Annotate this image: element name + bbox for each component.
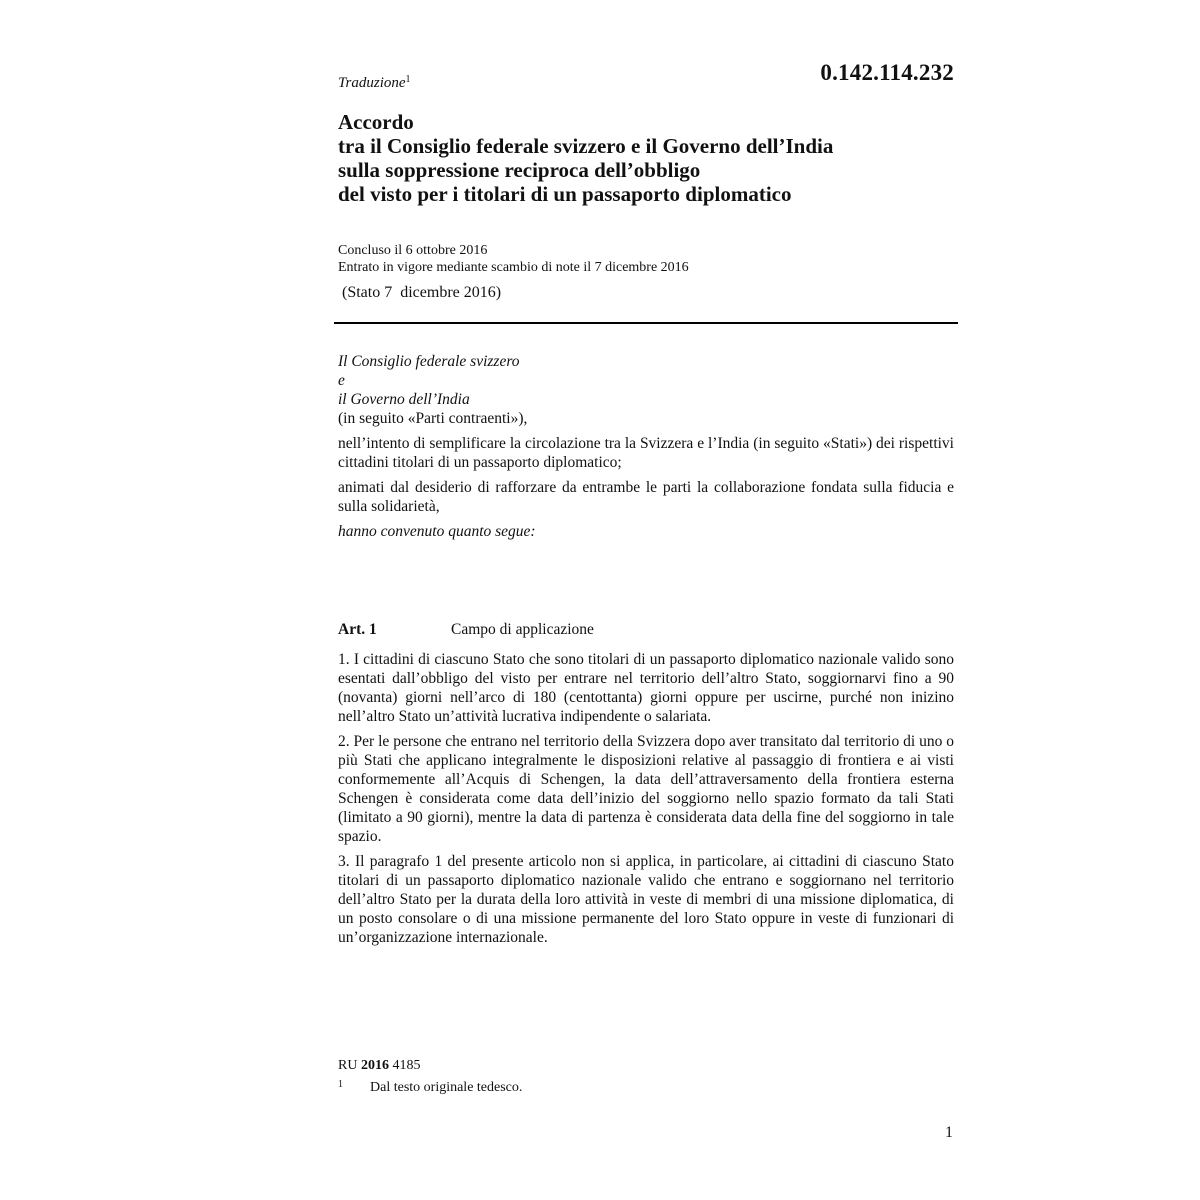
footnote-mark: 1 xyxy=(338,1079,343,1090)
party-conjunction: e xyxy=(338,372,345,389)
footnote-reference[interactable]: 1 xyxy=(405,74,411,85)
title-line: del visto per i titolari di un passaporto diplomatico xyxy=(338,182,792,206)
preamble-agreed: hanno convenuto quanto segue: xyxy=(338,523,536,540)
article-title: Campo di applicazione xyxy=(451,621,594,638)
ru-year: 2016 xyxy=(360,1058,389,1073)
sr-number: 0.142.114.232 xyxy=(820,60,954,85)
preamble-desire: animati dal desiderio di rafforzare da entrambe le parti la collaborazione fondata sulla fiducia e sulla solidarietà, xyxy=(338,479,954,515)
concluded-date: Concluso il 6 ottobre 2016 xyxy=(338,243,488,258)
party-india: il Governo dell’India xyxy=(338,391,470,408)
document-meta xyxy=(338,242,689,276)
title-line: Accordo xyxy=(338,110,414,134)
article-paragraph: 3. Il paragrafo 1 del presente articolo non si applica, in particolare, ai cittadini di ciascuno Stato titolari di un passaporto diplomatico nazionale valido che entrano e soggiornano nel territorio dell’altro Stato per la durata della loro attività in veste di membri di una missione diplomatica, di un posto consolare o di una missione permanente del loro Stato oppure in veste di funzionari di un’organizzazione internazionale. xyxy=(338,853,954,946)
translation-label xyxy=(338,75,411,92)
preamble xyxy=(338,352,954,541)
status-date: (Stato 7 dicembre 2016) xyxy=(338,284,502,301)
page-number: 1 xyxy=(945,1124,953,1141)
article-1-body xyxy=(338,650,954,953)
article-paragraph: 2. Per le persone che entrano nel territorio della Svizzera dopo aver transitato dal territorio di uno o più Stati che applicano integralmente le disposizioni relative al passaggio di frontiera e ai visti conformemente all’Acquis di Schengen, la data dell’attraversamento della frontiera esterna Schengen è considerata come data dell’inizio del soggiorno nello spazio formato da tali Stati (limitato a 90 giorni), mentre la data di partenza è considerata data della fine del soggiorno in tale spazio. xyxy=(338,733,954,845)
document-title xyxy=(338,110,978,206)
ru-prefix: RU xyxy=(338,1058,358,1073)
article-1-heading xyxy=(338,621,954,639)
footnote-text: Dal testo originale tedesco. xyxy=(370,1080,523,1095)
title-line: tra il Consiglio federale svizzero e il Governo dell’India xyxy=(338,134,834,158)
ru-page: 4185 xyxy=(392,1058,421,1073)
entry-into-force: Entrato in vigore mediante scambio di note il 7 dicembre 2016 xyxy=(338,260,689,275)
footnote xyxy=(338,1080,522,1096)
party-swiss: Il Consiglio federale svizzero xyxy=(338,353,520,370)
article-number: Art. 1 xyxy=(338,621,377,638)
ru-reference xyxy=(338,1058,420,1074)
parties-definition: (in seguito «Parti contraenti»), xyxy=(338,410,528,427)
article-paragraph: 1. I cittadini di ciascuno Stato che sono titolari di un passaporto diplomatico nazionale valido sono esentati dall’obbligo del visto per entrare nel territorio dell’altro Stato, soggiornarvi fino a 90 (novanta) giorni nell’arco di 180 (centottanta) giorni oppure per uscirne, purché non inizino nell’altro Stato un’attività lucrativa indipendente o salariata. xyxy=(338,651,954,725)
title-line: sulla soppressione reciproca dell’obbligo xyxy=(338,158,701,182)
header-divider xyxy=(334,322,958,324)
translation-label-text: Traduzione xyxy=(338,75,406,91)
preamble-intent: nell’intento di semplificare la circolazione tra la Svizzera e l’India (in seguito «Stati») dei rispettivi cittadini titolari di un passaporto diplomatico; xyxy=(338,435,954,471)
